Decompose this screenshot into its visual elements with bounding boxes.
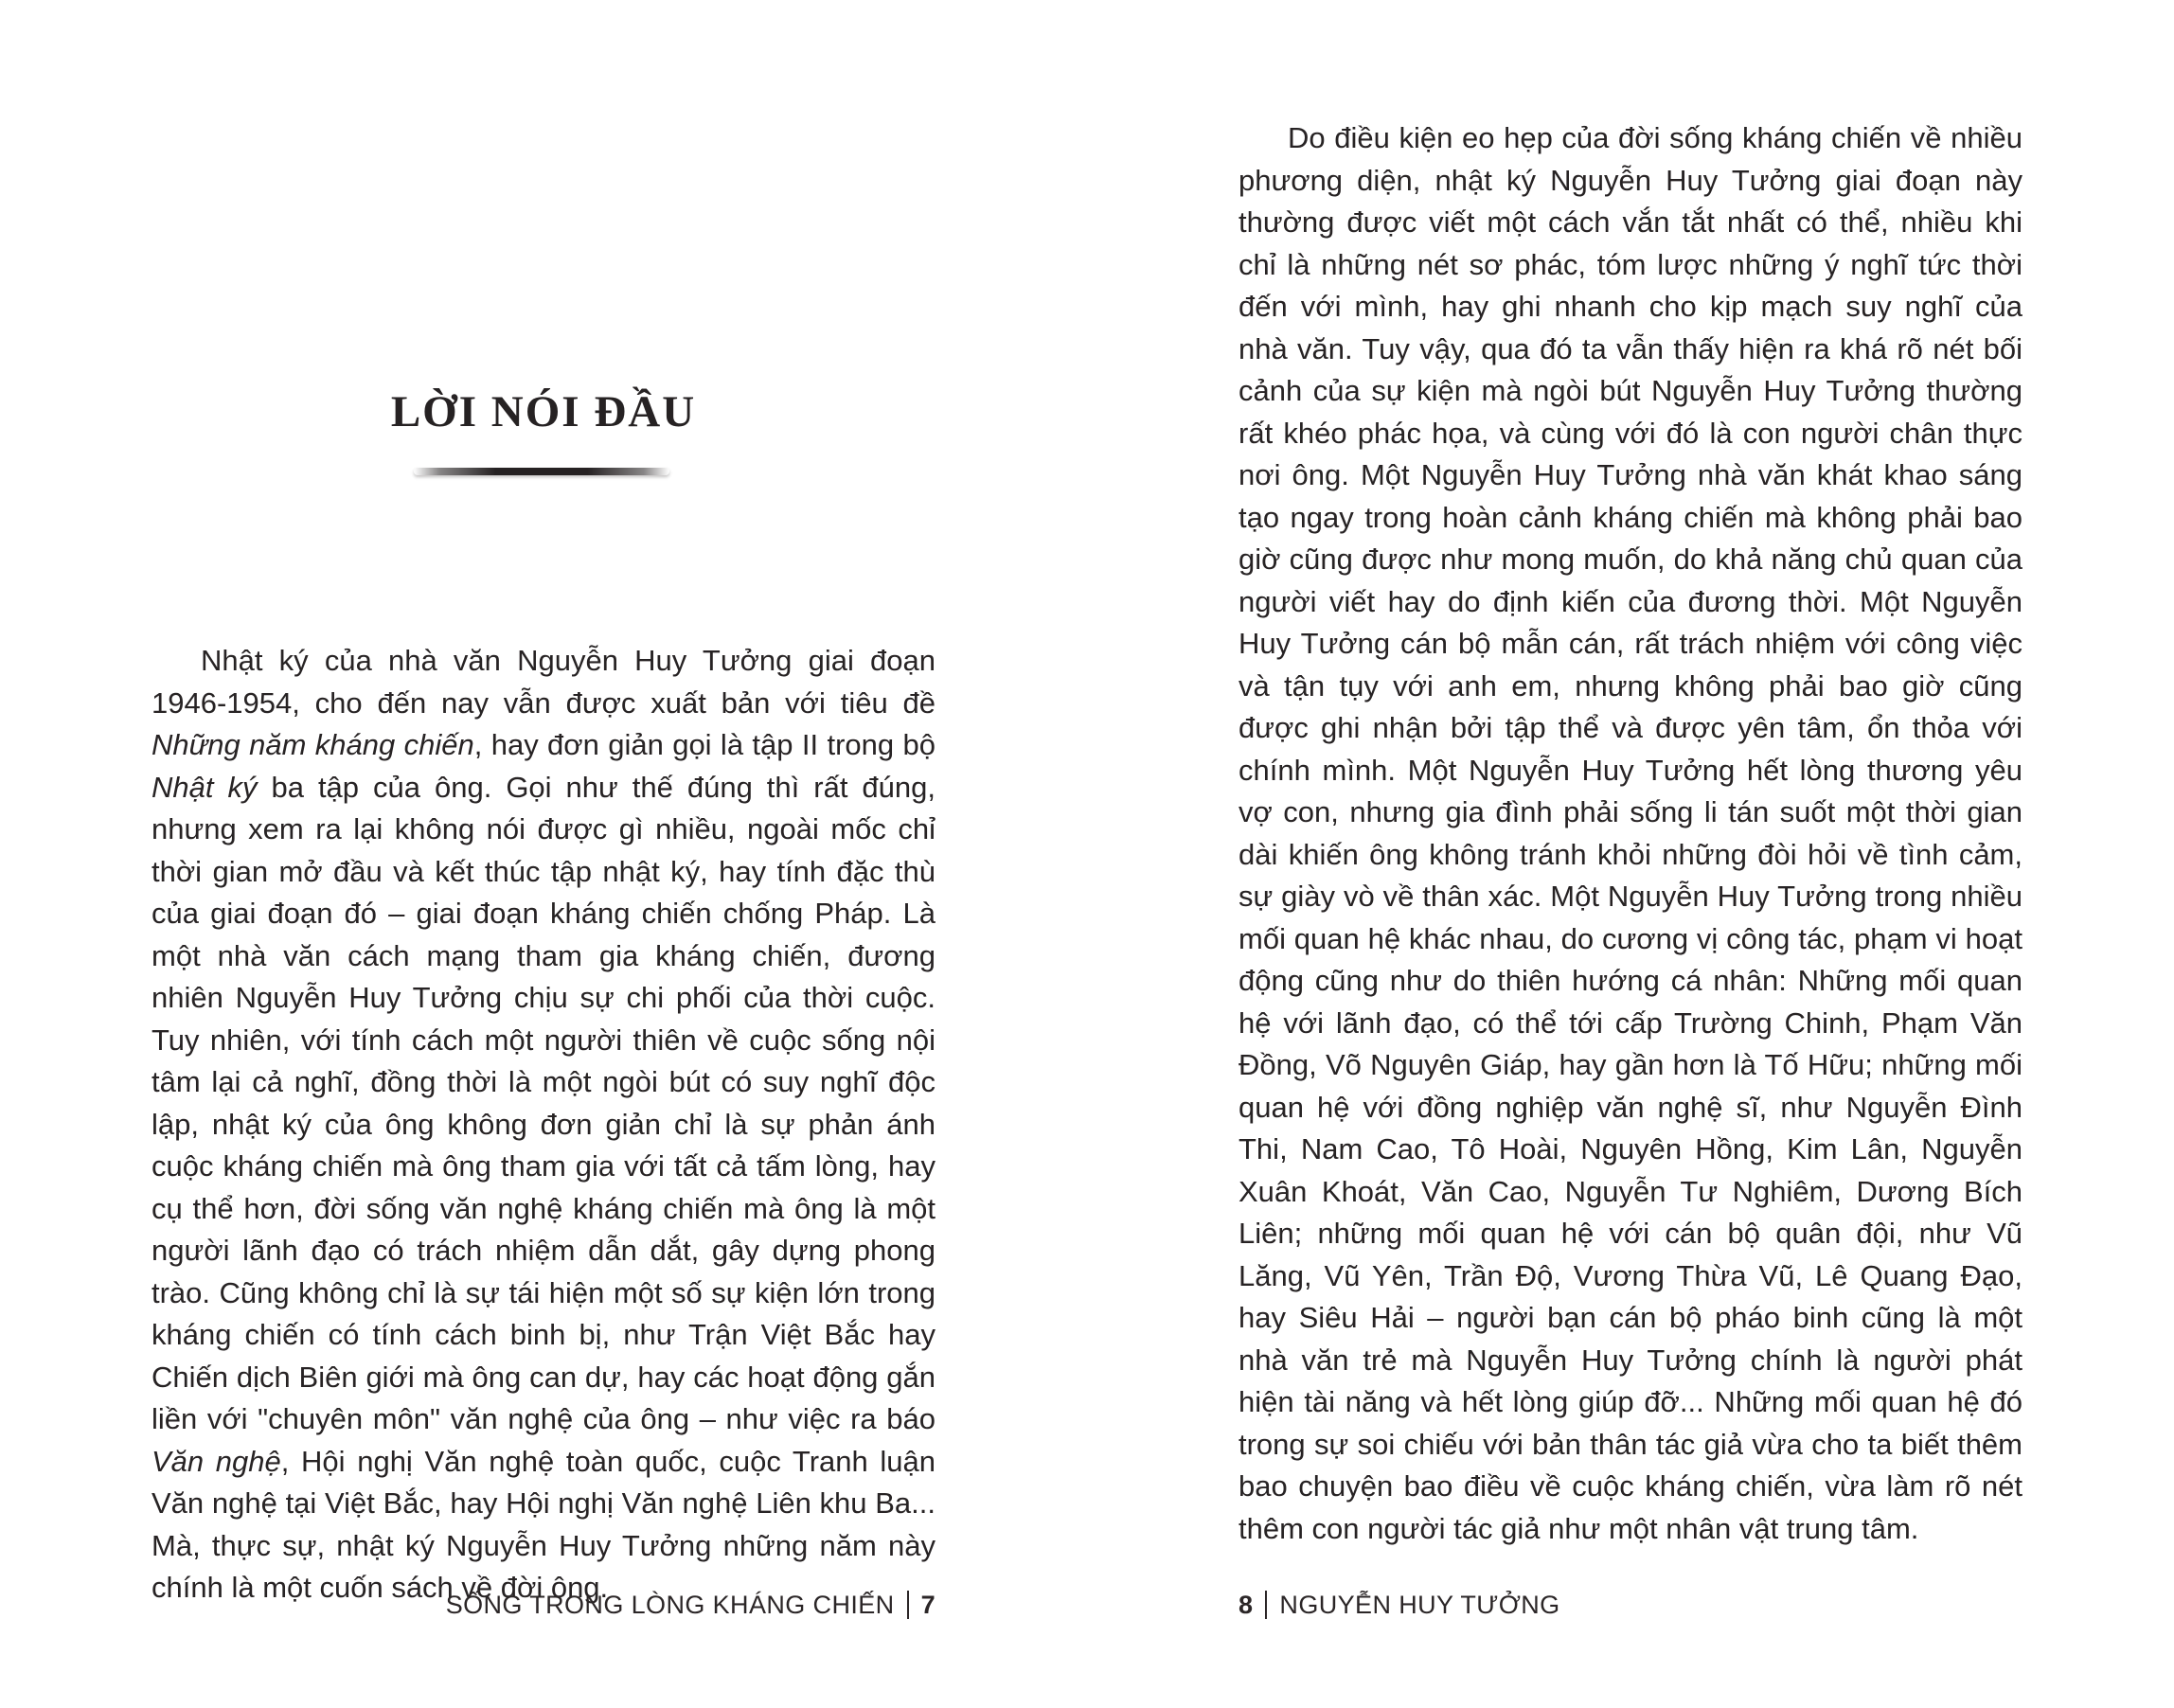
right-page-paragraph	[1238, 117, 2023, 1550]
right-page-footer	[1238, 1591, 1560, 1620]
page-number-right: 8	[1238, 1591, 1254, 1619]
page-number-left: 7	[920, 1591, 936, 1619]
italic-text-run: Văn nghệ	[151, 1444, 281, 1478]
text-run: Do điều kiện eo hẹp của đời sống kháng chiến về nhiều phương diện, nhật ký Nguyễn Huy Tưởng giai đoạn này thường được viết một cách vắn tắt nhất có thể, nhiều khi chỉ là những nét sơ phác, tóm lược những ý nghĩ tức thời đến với mình, hay ghi nhanh cho kịp mạch suy nghĩ của nhà văn. Tuy vậy, qua đó ta vẫn thấy hiện ra khá rõ nét bối cảnh của sự kiện mà ngòi bút Nguyễn Huy Tưởng thường rất khéo phác họa, và cùng với đó là con người chân thực nơi ông. Một Nguyễn Huy Tưởng nhà văn khát khao sáng tạo ngay trong hoàn cảnh kháng chiến mà không phải bao giờ cũng được như mong muốn, do khả năng chủ quan của người viết hay do định kiến của đương thời. Một Nguyễn Huy Tưởng cán bộ mẫn cán, rất trách nhiệm với công việc và tận tụy với anh em, nhưng không phải bao giờ cũng được ghi nhận bởi tập thể và được yên tâm, ổn thỏa với chính mình. Một Nguyễn Huy Tưởng hết lòng thương yêu vợ con, nhưng gia đình phải sống li tán suốt một thời gian dài khiến ông không tránh khỏi những đòi hỏi về tình cảm, sự giày vò về thân xác. Một Nguyễn Huy Tưởng trong nhiều mối quan hệ khác nhau, do cương vị công tác, phạm vi hoạt động cũng như do thiên hướng cá nhân: Những mối quan hệ với lãnh đạo, có thể tới cấp Trường Chinh, Phạm Văn Đồng, Võ Nguyên Giáp, hay gần hơn là Tố Hữu; những mối quan hệ với đồng nghiệp văn nghệ sĩ, như Nguyễn Đình Thi, Nam Cao, Tô Hoài, Nguyên Hồng, Kim Lân, Nguyễn Xuân Khoát, Văn Cao, Nguyễn Tư Nghiêm, Dương Bích Liên; những mối quan hệ với cán bộ quân đội, như Vũ Lăng, Vũ Yên, Trần Độ, Vương Thừa Vũ, Lê Quang Đạo, hay Siêu Hải – người bạn cán bộ pháo binh cũng là một nhà văn trẻ mà Nguyễn Huy Tưởng chính là người phát hiện tài năng và hết lòng giúp đỡ... Những mối quan hệ đó trong sự soi chiếu với bản thân tác giả vừa cho ta biết thêm bao chuyện bao điều về cuộc kháng chiến, vừa làm rõ nét thêm con người tác giả như một nhân vật trung tâm.	[1238, 121, 2023, 1545]
left-page-paragraph	[151, 640, 936, 1610]
page-title: LỜI NÓI ĐẦU	[390, 387, 697, 436]
text-run: Nhật ký của nhà văn Nguyễn Huy Tưởng giai đoạn 1946-1954, cho đến nay vẫn được xuất bản với tiêu đề	[151, 644, 936, 720]
book-title: SỐNG TRONG LÒNG KHÁNG CHIẾN	[445, 1591, 895, 1619]
text-run: ba tập của ông. Gọi như thế đúng thì rất đúng, nhưng xem ra lại không nói được gì nhiều, ngoài mốc chỉ thời gian mở đầu và kết thúc tập nhật ký, hay tính đặc thù của giai đoạn đó – giai đoạn kháng chiến chống Pháp. Là một nhà văn cách mạng tham gia kháng chiến, đương nhiên Nguyễn Huy Tưởng chịu sự chi phối của thời cuộc. Tuy nhiên, với tính cách một người thiên về cuộc sống nội tâm lại cả nghĩ, đồng thời là một ngòi bút có suy nghĩ độc lập, nhật ký của ông không đơn giản chỉ là sự phản ánh cuộc kháng chiến mà ông tham gia với tất cả tấm lòng, hay cụ thể hơn, đời sống văn nghệ kháng chiến mà ông là một người lãnh đạo có trách nhiệm dẫn dắt, gây dựng phong trào. Cũng không chỉ là sự tái hiện một số sự kiện lớn trong kháng chiến có tính cách binh bị, như Trận Việt Bắc hay Chiến dịch Biên giới mà ông can dự, hay các hoạt động gắn liền với "chuyên môn" văn nghệ của ông – như việc ra báo	[151, 770, 936, 1435]
italic-text-run: Những năm kháng chiến	[151, 728, 474, 761]
title-rule-divider	[414, 468, 669, 475]
author-name: NGUYỄN HUY TƯỞNG	[1279, 1591, 1560, 1619]
text-run: , hay đơn giản gọi là tập II trong bộ	[473, 728, 936, 761]
footer-divider	[1265, 1591, 1267, 1619]
left-page-footer	[151, 1591, 936, 1620]
italic-text-run: Nhật ký	[151, 770, 258, 804]
footer-divider	[907, 1591, 909, 1619]
text-run: , Hội nghị Văn nghệ toàn quốc, cuộc Tranh luận Văn nghệ tại Việt Bắc, hay Hội nghị Văn nghệ Liên khu Ba... Mà, thực sự, nhật ký Nguyễn Huy Tưởng những năm này chính là một cuốn sách về đời ông.	[151, 1444, 936, 1604]
